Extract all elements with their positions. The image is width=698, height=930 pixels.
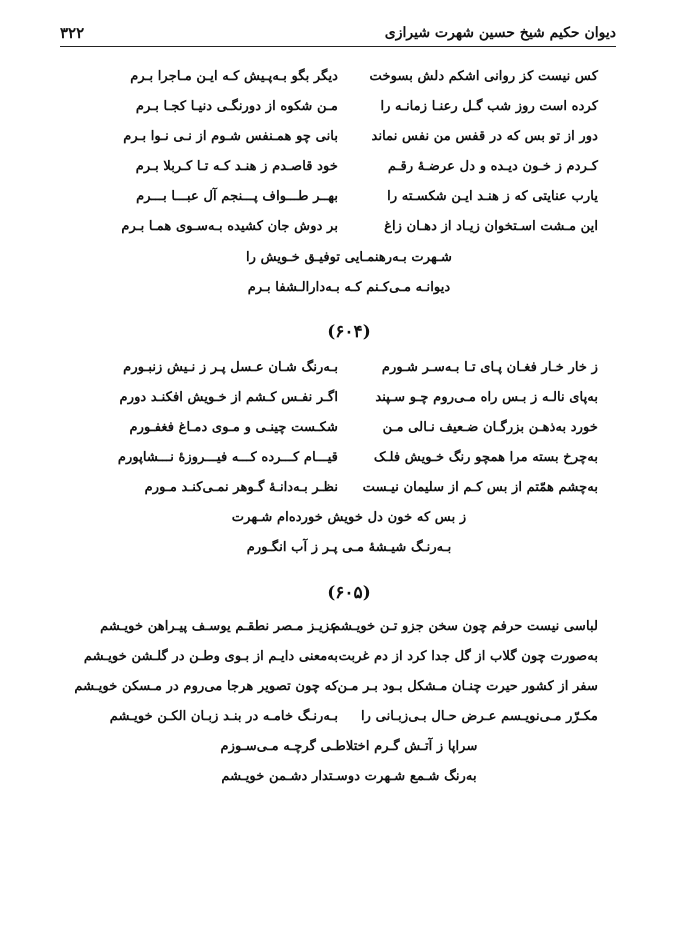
verse-right: کس نیست کز روانی اشکم دلش بسوخت xyxy=(369,69,598,84)
verse-right: به‌صورت چون گلاب از گل جدا کرد از دم غربت xyxy=(338,649,598,664)
verse-right: لباسی نیست حرفم چون سخن جزو تـن خویـشم xyxy=(332,619,598,634)
verse-left: مـن شکوه از دورنگـی دنیـا کجـا بـرم xyxy=(135,99,338,114)
verse-right: کـردم ز خـون دیـده و دل عرضـهٔ رقـم xyxy=(387,159,598,174)
verse-left: که چون تصویر هرجا می‌روم در مـسکن خویـشم xyxy=(74,679,338,694)
verse-right: مکـرّر مـی‌نویـسم عـرض حـال بـی‌زبـانی را xyxy=(361,709,598,724)
verse-left: بـه‌رنگ شـان عـسل پـر ز نـیش زنبـورم xyxy=(123,360,338,375)
verse-left: شکـست چینـی و مـوی دمـاغ فغفـورم xyxy=(129,420,338,435)
verse-left: بهــر طـــواف پـــنجم آل عبـــا بـــرم xyxy=(136,189,338,204)
book-title: دیوان حکیم شیخ حسین شهرت شیرازی xyxy=(384,25,616,41)
verse-left: به‌معنی دایـم از بـوی وطـن در گلـشن خویـشم xyxy=(83,649,338,664)
closing-verse: به‌رنگ شـمع شـهرت دوسـتدار دشـمن خویـشم xyxy=(221,769,477,784)
poem-number-heading: (۶۰۴) xyxy=(327,322,371,342)
verse-right: به‌چرخ بسته مرا همچو رنگ خـویش فلـک xyxy=(373,450,598,465)
verse-right: خورد به‌ذهـن بزرگـان ضـعیف نـالی مـن xyxy=(382,420,598,435)
page-header xyxy=(60,21,616,45)
closing-verse: سراپا ز آتـش گـرم اختلاطـی گرچـه مـی‌سـوزم xyxy=(220,739,478,754)
verse-left: بانی چو همـنفس شـوم از نـی نـوا بـرم xyxy=(123,129,338,144)
verse-right: ز خار خـار فغـان پـای تـا بـه‌سـر شـورم xyxy=(381,360,598,375)
verse-left: اگـر نفـس کـشم از خـویش افکنـد دورم xyxy=(119,390,338,405)
closing-verse: دیوانـه مـی‌کـنم کـه بـه‌دارالـشفا بـرم xyxy=(247,280,451,295)
verse-right: دور از تو بس که در قفس من نفس نماند xyxy=(371,129,598,144)
closing-verse: ز بس که خون دل خویش خورده‌ام شـهرت xyxy=(231,510,467,525)
page-number: ۳۲۲ xyxy=(60,24,85,42)
verse-left: قیـــام کـــرده کـــه فیـــروزهٔ نـــشاپورم xyxy=(117,450,338,465)
verse-left: خود قاصـدم ز هنـد کـه تـا کـربلا بـرم xyxy=(135,159,338,174)
closing-verse: بـه‌رنـگ شیـشهٔ مـی پـر ز آب انگـورم xyxy=(246,540,452,555)
verse-left: نظـر بـه‌دانـهٔ گـوهر نمـی‌کنـد مـورم xyxy=(144,480,338,495)
verse-right: این مـشت اسـتخوان زیـاد از دهـان زاغ xyxy=(384,219,598,234)
verse-right: یارب عنایتی که ز هنـد ایـن شکسـته را xyxy=(387,189,598,204)
verse-right: به‌چشم همّتم از بس کـم از سلیمان نیـست xyxy=(362,480,598,495)
poem-number-heading: (۶۰۵) xyxy=(327,583,371,603)
verse-right: سفر از کشور حیرت چنـان مـشکل بـود بـر مـن xyxy=(337,679,598,694)
closing-verse: شـهرت بـه‌رهنمـایی توفیـق خـویش را xyxy=(245,250,453,265)
verse-left: دیگر بگو بـه‌پـیش کـه ایـن مـاجرا بـرم xyxy=(130,69,338,84)
header-rule xyxy=(60,46,616,47)
verse-right: به‌پای نالـه ز بـس راه مـی‌روم چـو سـپند xyxy=(375,390,598,405)
verse-left: بر دوش جان کشیده بـه‌سـوی همـا بـرم xyxy=(121,219,338,234)
verse-left: بـه‌رنـگ خامـه در بنـد زبـان الکـن خویـشم xyxy=(109,709,338,724)
verse-left: عزیـز مـصر نطقـم یوسـف پیـراهن خویـشم xyxy=(100,619,338,634)
verse-right: کرده است روز شب گـل رعنـا زمانـه را xyxy=(380,99,598,114)
